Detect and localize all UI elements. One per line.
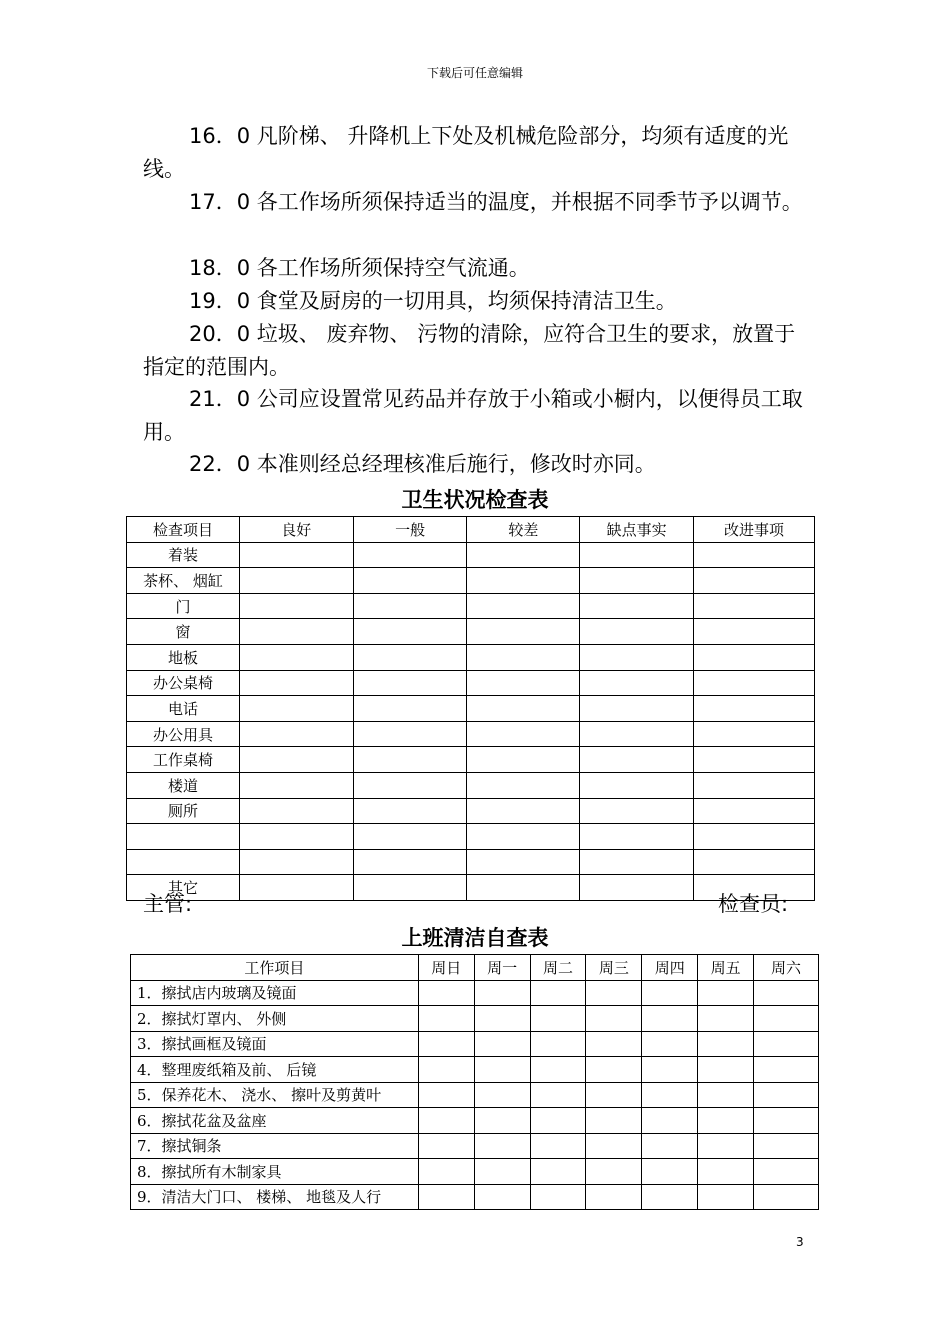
supervisor-label: 主管: [143,892,193,916]
empty-cell [698,1133,754,1159]
task-label: 3．擦拭画框及镜面 [131,1031,419,1057]
empty-cell [474,1057,530,1083]
empty-cell [586,1006,642,1032]
empty-cell [353,568,467,594]
task-label: 4．整理废纸箱及前、 后镜 [131,1057,419,1083]
empty-cell [530,1057,586,1083]
empty-cell [694,542,815,568]
empty-cell [580,824,694,850]
empty-cell [698,1057,754,1083]
empty-cell [580,747,694,773]
table-row [127,798,815,824]
empty-cell [586,1057,642,1083]
empty-cell [694,568,815,594]
empty-cell [467,824,580,850]
empty-cell [754,1184,819,1210]
empty-cell [467,849,580,875]
table-row [127,772,815,798]
empty-cell [239,772,353,798]
table2-title: 上班清洁自查表 [401,926,549,950]
empty-cell [467,619,580,645]
row-label [127,824,240,850]
empty-cell [694,747,815,773]
table-row [131,1133,819,1159]
empty-cell [694,849,815,875]
empty-cell [694,696,815,722]
empty-cell [580,619,694,645]
empty-cell [239,568,353,594]
empty-cell [642,1159,698,1185]
row-label: 着装 [127,542,240,568]
empty-cell [239,696,353,722]
empty-cell [239,644,353,670]
empty-cell [642,1082,698,1108]
table-header-row [131,955,819,981]
task-label: 5．保养花木、 浇水、 擦叶及剪黄叶 [131,1082,419,1108]
empty-cell [239,619,353,645]
empty-cell [353,849,467,875]
empty-cell [580,593,694,619]
empty-cell [698,980,754,1006]
empty-cell [586,1133,642,1159]
empty-cell [530,1082,586,1108]
empty-cell [353,593,467,619]
empty-cell [580,849,694,875]
empty-cell [239,593,353,619]
cleaning-self-check-table [130,954,819,1210]
row-label: 其它 [127,875,240,901]
empty-cell [418,1184,474,1210]
empty-cell [239,875,353,901]
empty-cell [474,1108,530,1134]
empty-cell [642,1184,698,1210]
empty-cell [467,772,580,798]
task-label: 7．擦拭铜条 [131,1133,419,1159]
empty-cell [586,1159,642,1185]
empty-cell [418,1006,474,1032]
table-row [131,1006,819,1032]
empty-cell [418,1031,474,1057]
empty-cell [586,1031,642,1057]
task-label: 6．擦拭花盆及盆座 [131,1108,419,1134]
column-header: 周三 [586,955,642,981]
empty-cell [418,980,474,1006]
empty-cell [353,721,467,747]
empty-cell [530,980,586,1006]
empty-cell [586,1184,642,1210]
empty-cell [353,644,467,670]
empty-cell [418,1082,474,1108]
table-row [127,568,815,594]
empty-cell [239,747,353,773]
paragraph-22: 22．0 本准则经总经理核准后施行，修改时亦同。 [189,452,656,476]
empty-cell [754,1082,819,1108]
empty-cell [353,747,467,773]
row-label: 电话 [127,696,240,722]
empty-cell [694,824,815,850]
table-row [127,747,815,773]
empty-cell [353,824,467,850]
empty-cell [467,721,580,747]
column-header: 缺点事实 [580,517,694,543]
column-header: 周二 [530,955,586,981]
empty-cell [698,1006,754,1032]
empty-cell [474,1184,530,1210]
column-header: 周日 [418,955,474,981]
empty-cell [586,1108,642,1134]
empty-cell [586,1082,642,1108]
row-label: 工作桌椅 [127,747,240,773]
empty-cell [642,980,698,1006]
empty-cell [642,1133,698,1159]
empty-cell [353,772,467,798]
empty-cell [239,542,353,568]
empty-cell [698,1108,754,1134]
empty-cell [467,542,580,568]
column-header: 周四 [642,955,698,981]
empty-cell [580,875,694,901]
table-row [131,1159,819,1185]
empty-cell [474,1006,530,1032]
inspector-label: 检查员: [718,892,789,916]
empty-cell [694,670,815,696]
empty-cell [586,980,642,1006]
row-label: 厕所 [127,798,240,824]
empty-cell [580,568,694,594]
column-header: 周一 [474,955,530,981]
column-header: 周六 [754,955,819,981]
empty-cell [698,1184,754,1210]
empty-cell [353,798,467,824]
table-row [131,1031,819,1057]
column-header: 改进事项 [694,517,815,543]
empty-cell [754,1006,819,1032]
empty-cell [698,1082,754,1108]
row-label: 茶杯、 烟缸 [127,568,240,594]
empty-cell [418,1159,474,1185]
empty-cell [474,1133,530,1159]
empty-cell [698,1159,754,1185]
empty-cell [530,1108,586,1134]
empty-cell [474,1031,530,1057]
row-label: 办公桌椅 [127,670,240,696]
row-label: 窗 [127,619,240,645]
task-label: 8．擦拭所有木制家具 [131,1159,419,1185]
empty-cell [580,542,694,568]
empty-cell [694,772,815,798]
column-header: 周五 [698,955,754,981]
empty-cell [418,1057,474,1083]
column-header: 较差 [467,517,580,543]
page-number: 3 [796,1235,804,1249]
empty-cell [754,1133,819,1159]
task-label: 9．清洁大门口、 楼梯、 地毯及人行 [131,1184,419,1210]
empty-cell [353,875,467,901]
row-label: 办公用具 [127,721,240,747]
row-label: 楼道 [127,772,240,798]
empty-cell [642,1031,698,1057]
task-label: 2．擦拭灯罩内、 外侧 [131,1006,419,1032]
empty-cell [694,593,815,619]
table-row [127,542,815,568]
table-row [127,644,815,670]
empty-cell [530,1159,586,1185]
empty-cell [353,696,467,722]
empty-cell [474,1159,530,1185]
empty-cell [467,747,580,773]
empty-cell [754,1159,819,1185]
empty-cell [467,875,580,901]
empty-cell [698,1031,754,1057]
table-row [131,1082,819,1108]
paragraph-16: 16．0 凡阶梯、 升降机上下处及机械危险部分，均须有适度的光线。 [143,124,789,181]
header-note: 下载后可任意编辑 [426,66,523,80]
paragraph-17: 17．0 各工作场所须保持适当的温度，并根据不同季节予以调节。 [189,190,803,214]
hygiene-inspection-table [126,516,815,901]
paragraph-18: 18．0 各工作场所须保持空气流通。 [189,256,530,280]
empty-cell [530,1006,586,1032]
empty-cell [754,1031,819,1057]
table-row [127,670,815,696]
empty-cell [418,1108,474,1134]
row-label: 门 [127,593,240,619]
empty-cell [530,1184,586,1210]
table-row [127,619,815,645]
column-header: 检查项目 [127,517,240,543]
empty-cell [642,1108,698,1134]
empty-cell [754,1057,819,1083]
task-label: 1．擦拭店内玻璃及镜面 [131,980,419,1006]
empty-cell [580,721,694,747]
table-row [127,593,815,619]
table-row [127,721,815,747]
empty-cell [353,542,467,568]
empty-cell [694,644,815,670]
row-label [127,849,240,875]
empty-cell [642,1057,698,1083]
empty-cell [580,670,694,696]
empty-cell [239,824,353,850]
paragraph-21: 21．0 公司应设置常见药品并存放于小箱或小橱内，以便得员工取用。 [143,387,803,444]
empty-cell [467,568,580,594]
table-row [127,696,815,722]
table-row [131,1184,819,1210]
table-row [127,824,815,850]
table1-title: 卫生状况检查表 [401,488,549,512]
empty-cell [694,619,815,645]
table-row [127,849,815,875]
table-header-row [127,517,815,543]
column-header: 工作项目 [131,955,419,981]
empty-cell [530,1031,586,1057]
empty-cell [467,670,580,696]
empty-cell [754,1108,819,1134]
empty-cell [754,980,819,1006]
empty-cell [474,980,530,1006]
empty-cell [239,670,353,696]
empty-cell [694,798,815,824]
empty-cell [418,1133,474,1159]
empty-cell [580,772,694,798]
empty-cell [467,696,580,722]
column-header: 一般 [353,517,467,543]
empty-cell [353,670,467,696]
empty-cell [474,1082,530,1108]
empty-cell [642,1006,698,1032]
table-row [131,1108,819,1134]
row-label: 地板 [127,644,240,670]
table-row [131,980,819,1006]
empty-cell [467,798,580,824]
column-header: 良好 [239,517,353,543]
empty-cell [467,644,580,670]
empty-cell [353,619,467,645]
table-row [127,875,815,901]
paragraph-20: 20．0 垃圾、 废弃物、 污物的清除，应符合卫生的要求，放置于指定的范围内。 [143,322,796,379]
empty-cell [239,798,353,824]
empty-cell [239,721,353,747]
empty-cell [239,849,353,875]
empty-cell [694,721,815,747]
empty-cell [580,696,694,722]
table-row [131,1057,819,1083]
empty-cell [580,644,694,670]
empty-cell [580,798,694,824]
empty-cell [530,1133,586,1159]
paragraph-19: 19．0 食堂及厨房的一切用具，均须保持清洁卫生。 [189,289,677,313]
empty-cell [467,593,580,619]
